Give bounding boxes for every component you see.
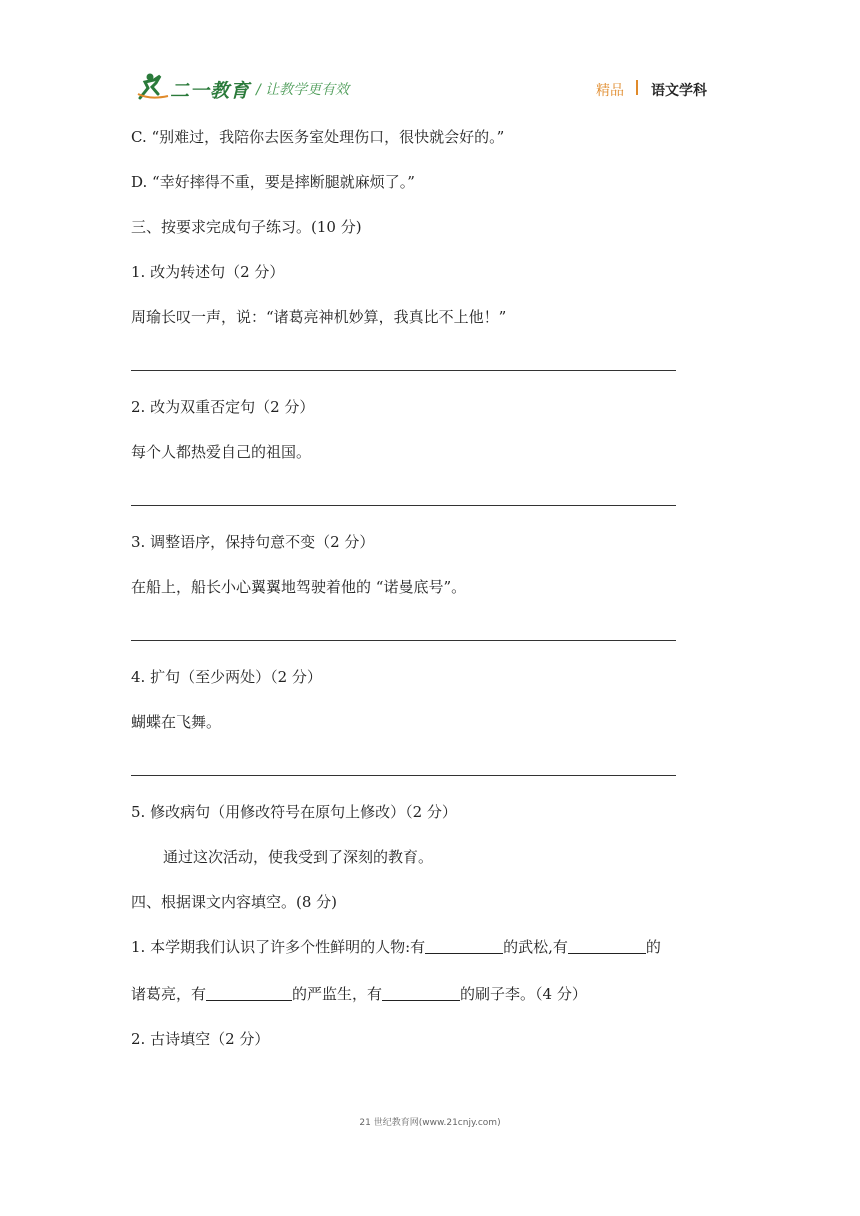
fill-1-part-b: 的武松,有 xyxy=(503,938,568,956)
question-1-text: 周瑜长叹一声，说：“诸葛亮神机妙算，我真比不上他！” xyxy=(131,308,507,326)
answer-line-1[interactable] xyxy=(131,370,676,371)
fill-line-1 xyxy=(131,937,661,957)
page-footer: 21 世纪教育网(www.21cnjy.com) xyxy=(359,1118,501,1128)
question-3-text: 在船上，船长小心翼翼地驾驶着他的 “诺曼底号”。 xyxy=(131,578,467,596)
answer-line-4[interactable] xyxy=(131,775,676,776)
fill-line-2 xyxy=(131,984,587,1004)
fill-1-part-c: 的 xyxy=(645,938,661,956)
fill-2-part-b: 的严监生，有 xyxy=(292,985,383,1003)
question-2: 2. 改为双重否定句（2 分） xyxy=(131,398,315,416)
question-5: 5. 修改病句（用修改符号在原句上修改）（2 分） xyxy=(131,803,457,821)
option-d: D. “幸好摔得不重，要是摔断腿就麻烦了。” xyxy=(131,173,415,191)
question-4: 4. 扩句（至少两处）（2 分） xyxy=(131,668,322,686)
question-5-text: 通过这次活动，使我受到了深刻的教育。 xyxy=(163,848,434,866)
badge-divider xyxy=(636,80,638,95)
fill-2-part-c: 的刷子李。（4 分） xyxy=(460,985,587,1003)
question-poem: 2. 古诗填空（2 分） xyxy=(131,1030,270,1048)
badge-subject: 语文学科 xyxy=(651,83,707,99)
blank-wusong[interactable] xyxy=(425,937,503,954)
question-3: 3. 调整语序，保持句意不变（2 分） xyxy=(131,533,375,551)
blank-shuazili[interactable] xyxy=(382,984,460,1001)
section-4-heading: 四、根据课文内容填空。(8 分) xyxy=(131,893,338,911)
page-header xyxy=(0,0,860,110)
answer-line-2[interactable] xyxy=(131,505,676,506)
blank-yanjiansheng[interactable] xyxy=(206,984,292,1001)
logo-text: 二一教育 xyxy=(170,80,251,102)
section-3-heading: 三、按要求完成句子练习。(10 分) xyxy=(131,218,362,236)
blank-zhugeliang[interactable] xyxy=(568,937,646,954)
slogan: / 让教学更有效 xyxy=(256,82,350,98)
badge-quality: 精品 xyxy=(596,83,624,99)
answer-line-3[interactable] xyxy=(131,640,676,641)
fill-1-part-a: 1. 本学期我们认识了许多个性鲜明的人物:有 xyxy=(131,938,426,956)
question-4-text: 蝴蝶在飞舞。 xyxy=(131,713,222,731)
option-c: C. “别难过，我陪你去医务室处理伤口，很快就会好的。” xyxy=(131,128,505,146)
fill-2-part-a: 诸葛亮，有 xyxy=(131,985,207,1003)
question-2-text: 每个人都热爱自己的祖国。 xyxy=(131,443,312,461)
question-1: 1. 改为转述句（2 分） xyxy=(131,263,285,281)
